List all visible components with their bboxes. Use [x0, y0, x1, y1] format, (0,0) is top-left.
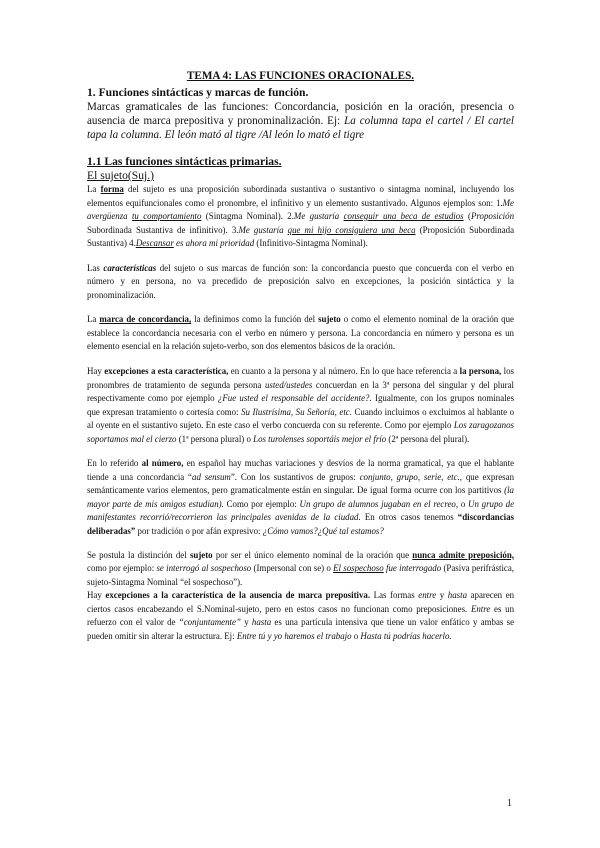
section-1-heading: 1. Funciones sintácticas y marcas de función. [87, 86, 309, 99]
paragraph-forma: La forma del sujeto es una proposición subordinada sustantiva o sustantivo o sintagma nominal, incluyendo los elementos equifuncionales como el pronombre, el infinitivo y un elemento sustantivado. Algunos ejemplos son: 1.Me avergüenza tu comportamiento (Sintagma Nominal). 2.Me gustaría conseguir una beca de estudios (Proposición Subordinada Sustantiva de infinitivo). 3.Me gustaría que mi hijo consiguiera una beca (Proposición Subordinada Sustantiva) 4.Descansar es ahora mi prioridad (Infinitivo-Sintagma Nominal). [87, 184, 515, 249]
paragraph-caracteristicas: Las características del sujeto o sus marcas de función son: la concordancia puesto que concuerda con el verbo en número y en persona, no va precedido de preposición salvo en excepciones, la posición sintáctica y la pronominalización. [87, 262, 515, 300]
paragraph-excepciones-persona: Hay excepciones a esta característica, en cuanto a la persona y al número. En lo que hace referencia a la persona, los pronombres de tratamiento de segunda persona usted/ustedes concuerdan en la 3ª persona del singular y del plural respectivamente como por ejemplo ¿Fue usted el responsable del accidente?. Igualmente, con los grupos nominales que expresan tratamiento o cortesía como: Su Ilustrísima, Su Señoría, etc. Cuando incluimos o excluimos al hablante o al oyente en el sustantivo sujeto. En este caso el verbo concuerda con su referente. Como por ejemplo Los zaragozanos soportamos mal el cierzo (1ª persona plural) o Los turolenses soportáis mejor el frío (2ª persona del plural). [87, 366, 515, 444]
paragraph-concordancia: La marca de concordancia, la definimos como la función del sujeto o como el elemento nominal de la oración que establece la concordancia necesaria con el verbo en número y persona. La concordancia en número y persona es un elemento esencial en la relación sujeto-verbo, son dos elementos básicos de la oración. [87, 314, 514, 352]
paragraph-numero: En lo referido al número, en español hay muchas variaciones y desvíos de la norma gramatical, ya que el hablante tiende a una concordancia “ad sensum”. Con los sustantivos de grupos: conjunto, grupo, serie, etc., que expresan semánticamente varios elementos, pero gramaticalmente están en singular. De igual forma ocurre con los partitivos (la mayor parte de mis amigos estudian). Como por ejemplo: Un grupo de alumnos jugaban en el recreo, o Un grupo de manifestantes recorrió/recorrieron las principales avenidas de la ciudad. En otros casos tenemos “discordancias deliberadas” por tradición o por afán expresivo: ¿Cómo vamos?¿Qué tal estamos? [87, 458, 515, 537]
paragraph-preposicion: Se postula la distinción del sujeto por ser el único elemento nominal de la oración que nunca admite preposición, como por ejemplo: se interrogó al sospechoso (Impersonal con se) o El sospechoso fue interrogado (Pasiva perifrástica, sujeto-Sintagma Nominal “el sospechoso”). [87, 549, 515, 587]
page-number: 1 [507, 798, 512, 809]
document-title: TEMA 4: LAS FUNCIONES ORACIONALES. [186, 70, 415, 82]
section-1-1-heading: 1.1 Las funciones sintácticas primarias. [87, 155, 282, 168]
section-1-intro: Marcas gramaticales de las funciones: Concordancia, posición en la oración, presencia o ausencia de marca prepositiva y pronominalización. Ej: La columna tapa el cartel / El cartel tapa la columna. El león mató al tigre /Al león lo mató el tigre [87, 101, 514, 141]
paragraph-entre-hasta: Hay excepciones a la característica de la ausencia de marca prepositiva. Las formas entre y hasta aparecen en ciertos casos encabezando el S.Nominal-sujeto, pero en estos casos no funcionan como preposiciones. Entre es un refuerzo con el valor de “conjuntamente” y hasta es una partícula intensiva que tiene un valor enfático y ambas se pueden omitir sin alterar la estructura. Ej: Entre tú y yo haremos el trabajo o Hasta tú podrías hacerlo. [87, 590, 515, 641]
document-page [87, 70, 514, 643]
sujeto-subheading: El sujeto(Suj.) [87, 169, 154, 182]
